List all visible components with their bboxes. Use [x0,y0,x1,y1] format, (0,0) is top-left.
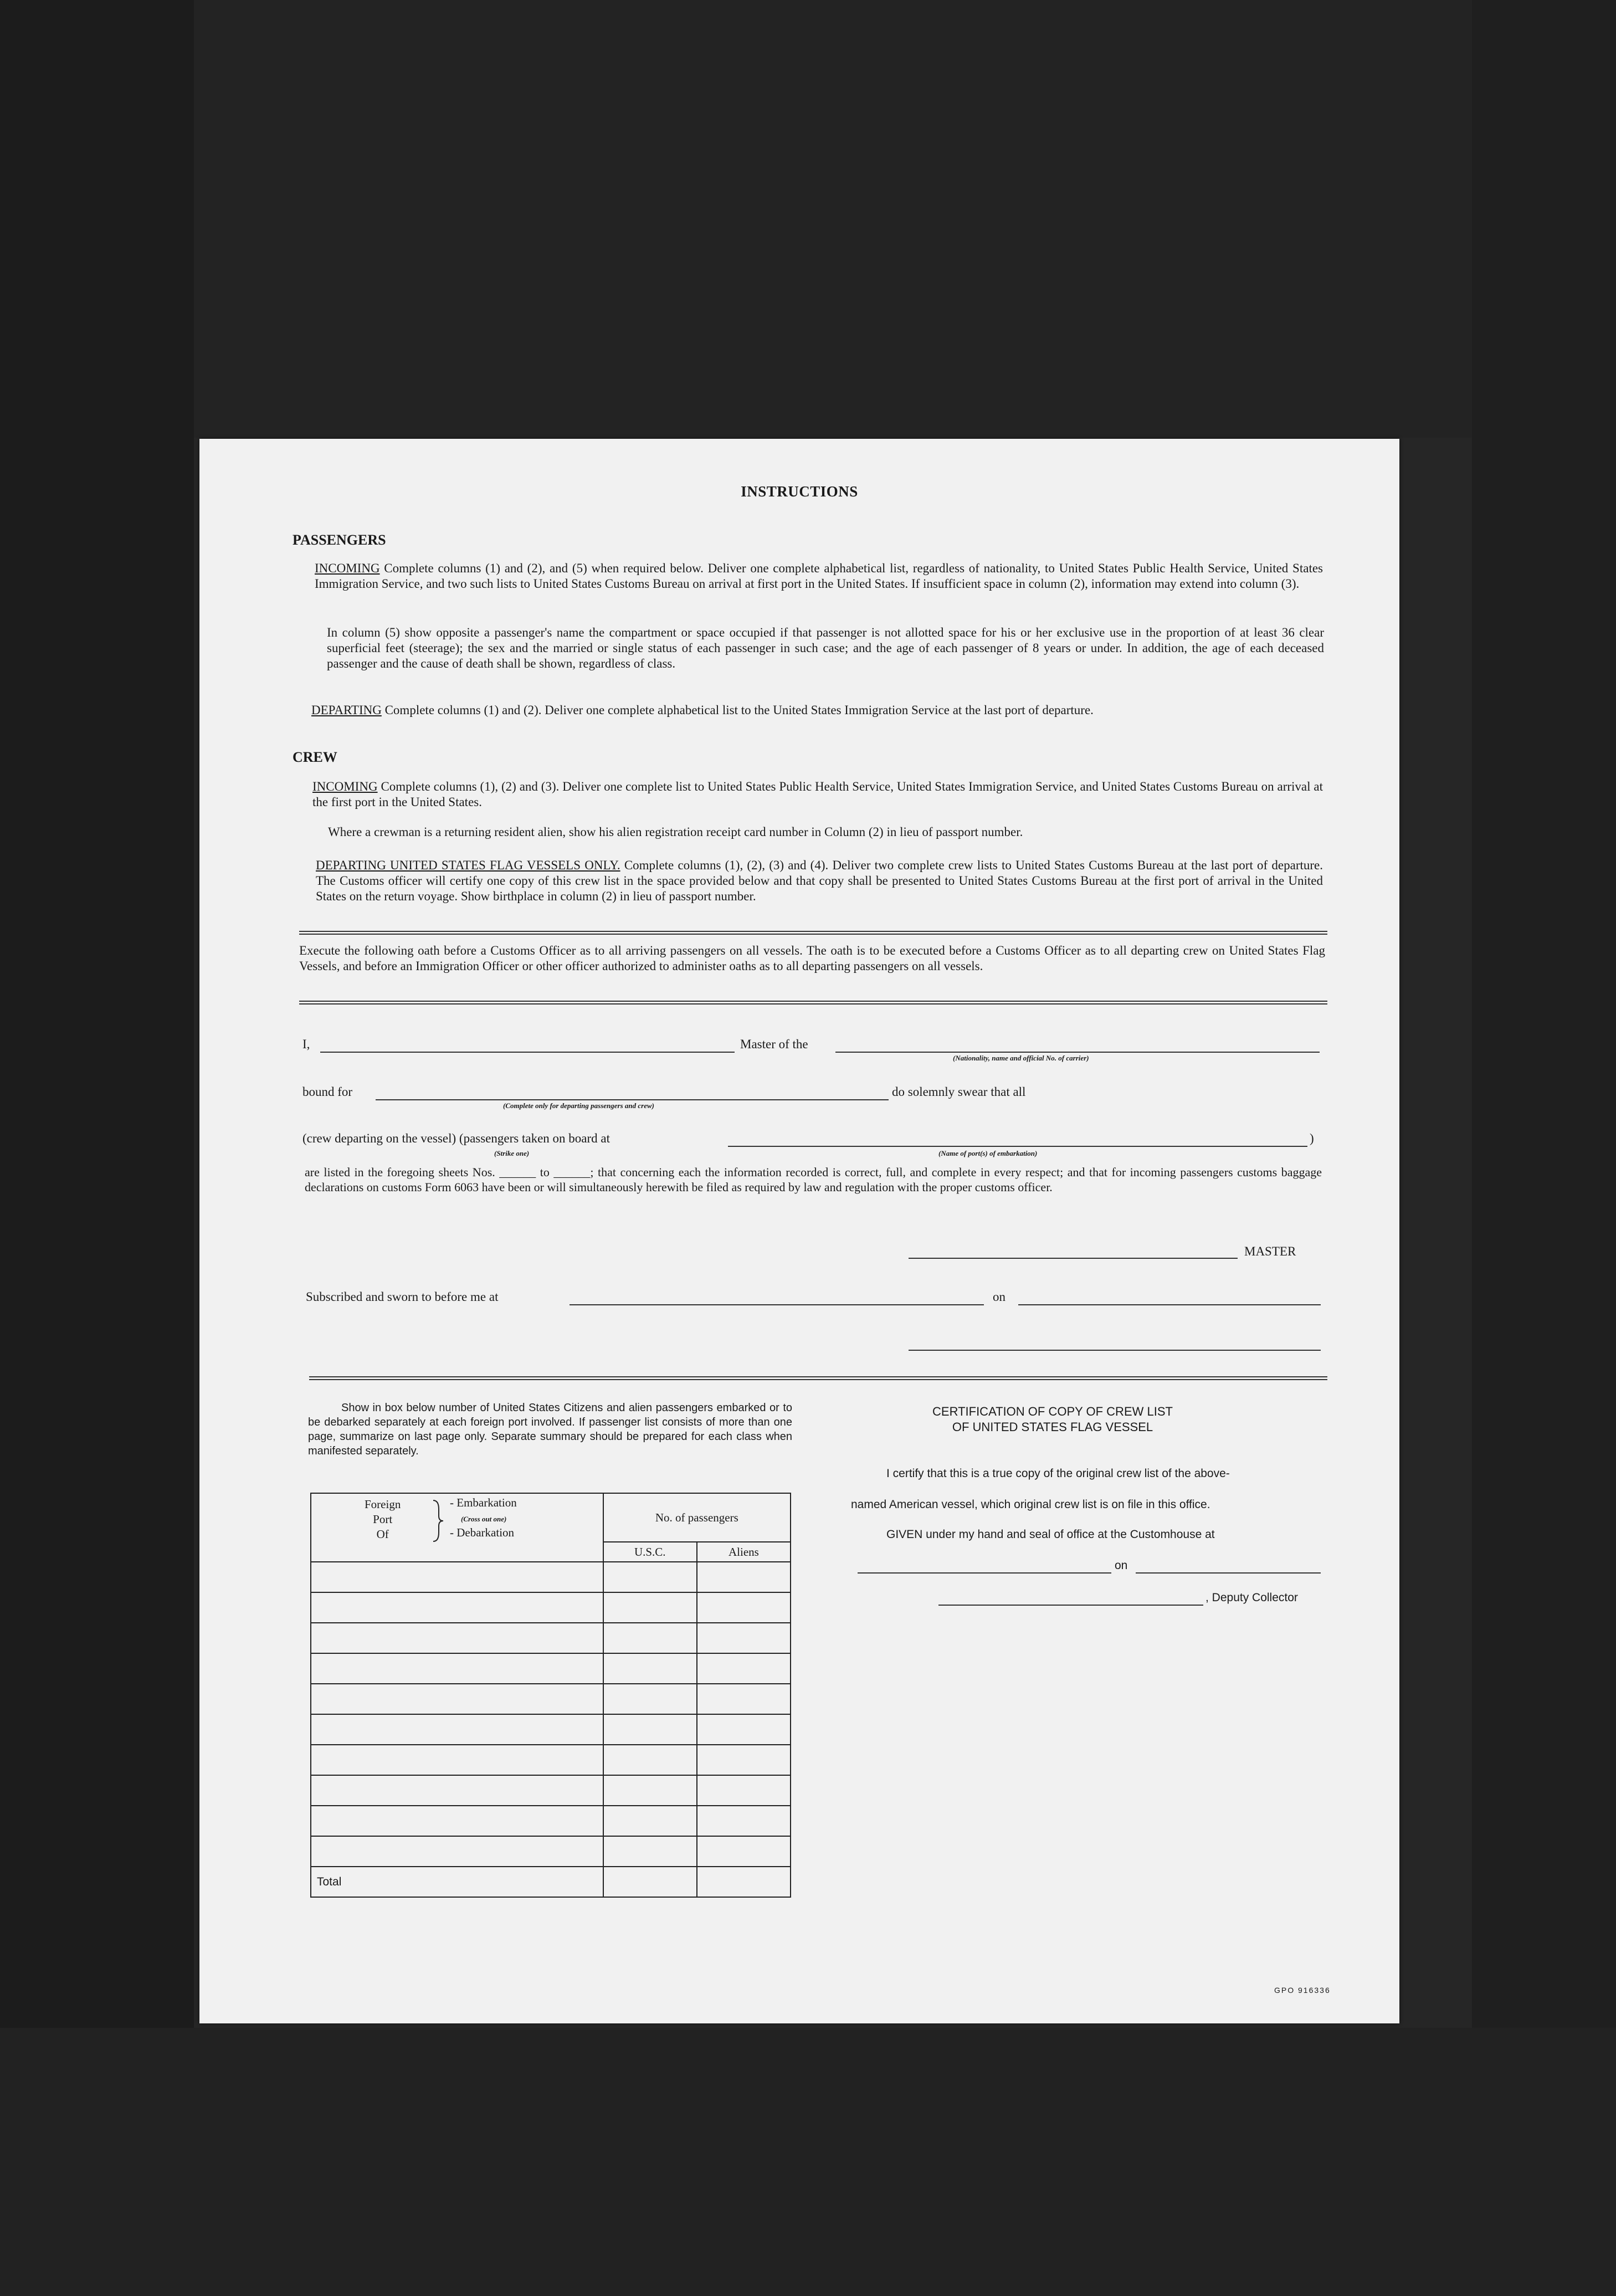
cross-out-note: (Cross out one) [461,1515,507,1523]
certification-on-label: on [1115,1559,1128,1572]
usc-cell[interactable] [603,1623,697,1653]
crew-incoming-label: INCOMING [312,780,378,793]
page-title: INSTRUCTIONS [741,483,858,500]
table-row [311,1745,791,1775]
sworn-location-field[interactable] [570,1304,984,1305]
master-label: MASTER [1244,1244,1296,1258]
table-row [311,1653,791,1684]
oath-instructions: Execute the following oath before a Customs Officer as to all arriving passengers on all vessels. The oath is to be executed before a Customs Officer as to all departing crew on United States Flag Vessels, and before an Immigration Officer or other officer authorized to administer oaths as to all departing passengers on all vessels. [299,944,1325,973]
no-passengers-header: No. of passengers [603,1493,791,1542]
crew-departing-label: DEPARTING UNITED STATES FLAG VESSELS ONLY. [316,858,620,872]
usc-cell[interactable] [603,1653,697,1684]
port-cell[interactable] [311,1836,603,1867]
port-header-cell [311,1493,603,1562]
aliens-cell[interactable] [697,1653,791,1684]
section-divider [299,931,1327,935]
crew-passengers-label: (crew departing on the vessel) (passengers taken on board at [302,1131,610,1145]
usc-cell[interactable] [603,1562,697,1592]
table-row [311,1775,791,1806]
total-label: Total [311,1867,603,1897]
certification-heading [842,1404,1263,1435]
master-signature-field[interactable] [909,1258,1238,1259]
port-label-of: Of [376,1528,389,1541]
scan-background-top [0,0,1616,438]
deputy-collector-label: , Deputy Collector [1205,1591,1298,1604]
close-paren: ) [1310,1131,1314,1145]
table-row [311,1562,791,1592]
strike-one-caption: (Strike one) [494,1149,530,1157]
passengers-heading: PASSENGERS [293,532,386,548]
port-cell[interactable] [311,1562,603,1592]
carrier-caption: (Nationality, name and official No. of carrier) [953,1054,1089,1062]
passenger-summary-table [310,1493,791,1898]
crew-heading: CREW [293,749,337,765]
embarkation-label: - Embarkation [450,1496,517,1509]
passengers-incoming-paragraph [315,561,1323,592]
aliens-cell[interactable] [697,1714,791,1745]
deputy-signature-field[interactable] [938,1605,1203,1606]
table-row [311,1684,791,1714]
table-row [311,1714,791,1745]
table-header-row [311,1493,791,1542]
sworn-date-field[interactable] [1018,1304,1321,1305]
table-row [311,1623,791,1653]
usc-cell[interactable] [603,1836,697,1867]
usc-header: U.S.C. [603,1542,697,1562]
section-divider [299,1001,1327,1004]
embarkation-port-field[interactable] [728,1146,1307,1147]
aliens-cell[interactable] [697,1562,791,1592]
curly-brace-icon [432,1499,444,1542]
crew-resident-paragraph: Where a crewman is a returning resident alien, show his alien registration receipt card number in Column (2) in lieu of passport number. [328,825,1023,839]
port-cell[interactable] [311,1806,603,1836]
usc-cell[interactable] [603,1592,697,1623]
section-divider [309,1376,1327,1380]
certify-line2: named American vessel, which original crew list is on file in this office. [851,1498,1210,1511]
aliens-cell[interactable] [697,1775,791,1806]
port-label-foreign: Foreign [365,1498,401,1511]
passengers-incoming-text: Complete columns (1) and (2), and (5) when required below. Deliver one complete alphabetical list, regardless of nationality, to United States Public Health Service, United States Immigration Service, and two such lists to United States Customs Bureau on arrival at first port in the United States. If insufficient space in column (2), information may extend into column (3). [315,561,1323,591]
gpo-code: GPO 916336 [1274,1986,1331,1995]
scan-background-left [0,0,194,2296]
form-page [199,439,1399,2023]
certify-line1: I certify that this is a true copy of the original crew list of the above- [886,1467,1230,1480]
swear-label: do solemnly swear that all [892,1085,1026,1099]
certification-heading-line2: OF UNITED STATES FLAG VESSEL [952,1420,1153,1434]
table-row [311,1836,791,1867]
summary-instructions: Show in box below number of United States Citizens and alien passengers embarked or to be debarked separately at each foreign port involved. If passenger list consists of more than one page, summarize on last page only. Separate summary should be prepared for each class when manifested separately. [308,1402,792,1457]
aliens-header: Aliens [697,1542,791,1562]
port-cell[interactable] [311,1623,603,1653]
scan-background-right [1472,0,1616,2296]
port-column-label [365,1497,401,1542]
passengers-incoming-label: INCOMING [315,561,380,575]
crew-incoming-paragraph [312,779,1323,810]
master-name-field[interactable] [320,1052,735,1053]
usc-cell[interactable] [603,1806,697,1836]
embarkation-port-caption: (Name of port(s) of embarkation) [938,1149,1038,1157]
usc-cell[interactable] [603,1775,697,1806]
oath-statement: are listed in the foregoing sheets Nos. ______ to ______; that concerning each the information recorded is correct, full, and complete in every respect; and that for incoming passengers customs baggage declarations on customs Form 6063 have been or will simultaneously herewith be filed as required by law and regulation with the proper customs officer. [305,1165,1322,1194]
passengers-departing-label: DEPARTING [311,703,382,717]
table-row [311,1592,791,1623]
aliens-cell[interactable] [697,1806,791,1836]
passengers-departing-paragraph [311,703,1323,718]
scan-background-bottom [0,2028,1616,2296]
bound-for-caption: (Complete only for departing passengers and crew) [503,1101,654,1110]
usc-cell[interactable] [603,1684,697,1714]
usc-cell[interactable] [603,1745,697,1775]
debarkation-label: - Debarkation [450,1526,515,1539]
passengers-column5-paragraph: In column (5) show opposite a passenger's name the compartment or space occupied if that passenger is not allotted space for his or her exclusive use in the proportion of at least 36 clear superficial feet (steerage); the sex and the married or single status of each passenger in such case; and the age of each passenger of 8 years or under. In addition, the age of each deceased passenger and the cause of death shall be shown, regardless of class. [327,626,1324,670]
sworn-on-label: on [993,1290,1005,1304]
port-cell[interactable] [311,1592,603,1623]
total-usc-cell[interactable] [603,1867,697,1897]
port-cell[interactable] [311,1714,603,1745]
port-cell[interactable] [311,1745,603,1775]
port-cell[interactable] [311,1775,603,1806]
master-of-label: Master of the [740,1037,808,1051]
aliens-cell[interactable] [697,1684,791,1714]
total-aliens-cell[interactable] [697,1867,791,1897]
certification-date-field[interactable] [1136,1572,1321,1574]
aliens-cell[interactable] [697,1623,791,1653]
passengers-departing-text: Complete columns (1) and (2). Deliver one complete alphabetical list to the United States Immigration Service at the last port of departure. [381,703,1094,717]
aliens-cell[interactable] [697,1745,791,1775]
port-cell[interactable] [311,1684,603,1714]
crew-departing-text: Complete columns (1), (2), (3) and (4). Deliver two complete crew lists to United States Customs Bureau at the last port of departure. The Customs officer will certify one copy of this crew list in the space provided below and that copy shall be presented to United States Customs Bureau at the first port of arrival in the United States on the return voyage. Show birthplace in column (2) in lieu of passport number. [316,858,1323,903]
total-row [311,1867,791,1897]
port-cell[interactable] [311,1653,603,1684]
table-row [311,1806,791,1836]
certification-heading-line1: CERTIFICATION OF COPY OF CREW LIST [932,1405,1173,1418]
port-label-port: Port [373,1513,393,1526]
given-text: GIVEN under my hand and seal of office at the Customhouse at [886,1528,1215,1541]
crew-departing-paragraph [316,858,1323,904]
officer-signature-field[interactable] [909,1350,1321,1351]
bound-for-label: bound for [302,1085,353,1099]
crew-incoming-text: Complete columns (1), (2) and (3). Deliver one complete list to United States Public Health Service, United States Immigration Service, and United States Customs Bureau on arrival at the first port in the United States. [312,780,1323,809]
carrier-field[interactable] [835,1052,1320,1053]
oath-i-label: I, [302,1037,310,1051]
aliens-cell[interactable] [697,1836,791,1867]
bound-for-field[interactable] [376,1099,889,1100]
usc-cell[interactable] [603,1714,697,1745]
subscribed-label: Subscribed and sworn to before me at [306,1290,499,1304]
customhouse-field[interactable] [858,1572,1111,1574]
aliens-cell[interactable] [697,1592,791,1623]
